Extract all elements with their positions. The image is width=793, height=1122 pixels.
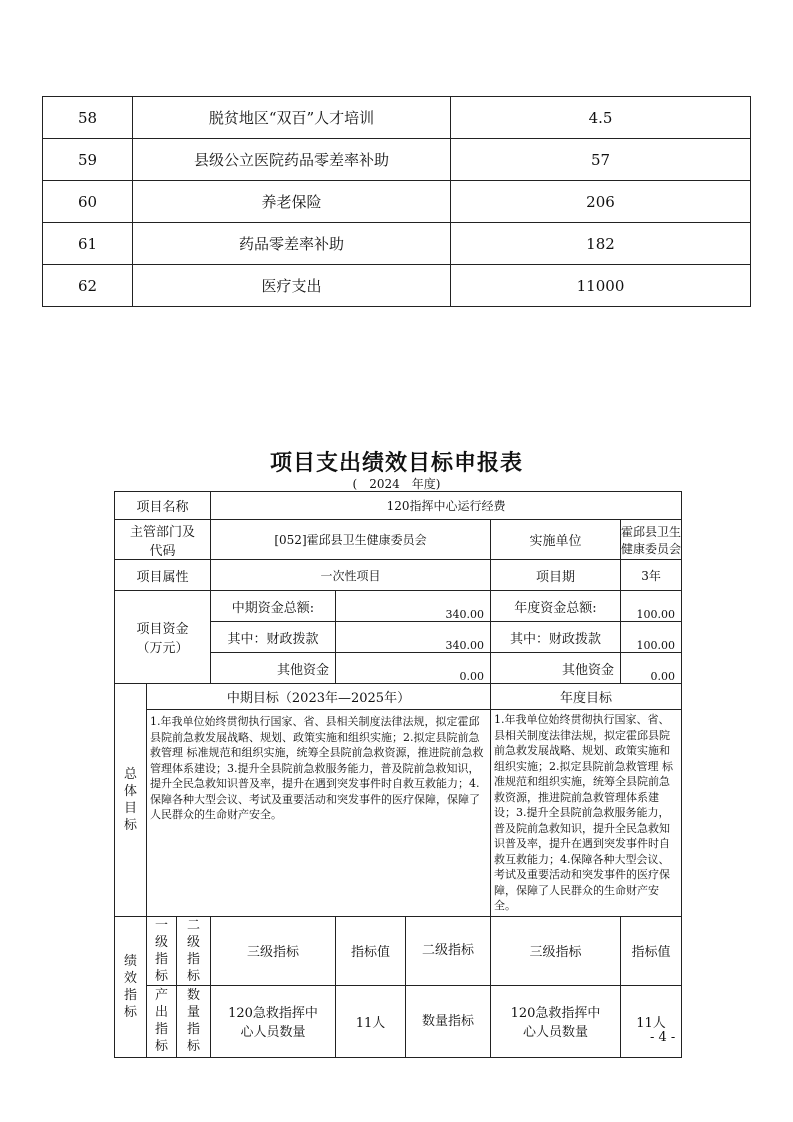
item-name: 药品零差率补助 bbox=[133, 223, 451, 265]
lvl1-header: 一级指标 bbox=[147, 916, 177, 985]
lvl1-value: 产出指标 bbox=[147, 985, 177, 1057]
overall-goal-label: 总体目标 bbox=[115, 684, 147, 917]
row-index: 59 bbox=[43, 139, 133, 181]
item-amount: 182 bbox=[451, 223, 751, 265]
lvl2-header: 二级指标 bbox=[177, 916, 211, 985]
lvl3-value-right: 120急救指挥中心人员数量 bbox=[491, 985, 621, 1057]
item-amount: 4.5 bbox=[451, 97, 751, 139]
item-amount: 206 bbox=[451, 181, 751, 223]
year-goal-text: 1.年我单位始终贯彻执行国家、省、县相关制度法律法规，拟定霍邱县院前急救发展战略、规划、政策实施和组织实施；2.拟定县院前急救管理 标准规范和组织实施，统筹全县院前急救资源，推进院前急救管理体系建设；3.提升全县院前急救服务能力，普及院前急救知识，提升全民急救知识普及率，提升在遇到突发事件时自救互救能力；4.保障各种大型会议、考试及重要活动和突发事件的医疗保障，保障了人民群众的生命财产安全。 bbox=[491, 710, 682, 917]
attr-value: 一次性项目 bbox=[211, 560, 491, 591]
item-name: 医疗支出 bbox=[133, 265, 451, 307]
project-name-label: 项目名称 bbox=[115, 492, 211, 520]
year-goal-header: 年度目标 bbox=[491, 684, 682, 710]
lvl2-value-right: 数量指标 bbox=[406, 985, 491, 1057]
table-row bbox=[115, 520, 682, 560]
project-name-value: 120指挥中心运行经费 bbox=[211, 492, 682, 520]
mid-total-label: 中期资金总额: bbox=[211, 591, 336, 622]
period-value: 3年 bbox=[621, 560, 682, 591]
mid-other-value: 0.00 bbox=[336, 653, 491, 684]
table-row bbox=[115, 591, 682, 622]
attr-label: 项目属性 bbox=[115, 560, 211, 591]
dept-label: 主管部门及代码 bbox=[115, 520, 211, 560]
funds-label: 项目资金（万元） bbox=[115, 591, 211, 684]
year-other-label: 其他资金 bbox=[491, 653, 621, 684]
indicator-value: 11人 bbox=[336, 985, 406, 1057]
item-name: 脱贫地区“双百”人才培训 bbox=[133, 97, 451, 139]
performance-target-form bbox=[114, 491, 682, 1058]
period-label: 项目期 bbox=[491, 560, 621, 591]
table-row bbox=[43, 139, 751, 181]
lvl2-header-right: 二级指标 bbox=[406, 916, 491, 985]
table-row bbox=[115, 684, 682, 710]
dept-value: [052]霍邱县卫生健康委员会 bbox=[211, 520, 491, 560]
table-row bbox=[43, 223, 751, 265]
table-row bbox=[43, 97, 751, 139]
mid-goal-text: 1.年我单位始终贯彻执行国家、省、县相关制度法律法规，拟定霍邱县院前急救发展战略、规划、政策实施和组织实施；2.拟定县院前急救管理 标准规范和组织实施，统筹全县院前急救资源，推进院前急救管理体系建设；3.提升全县院前急救服务能力，普及院前急救知识，提升全民急救知识普及率，提升在遇到突发事件时自救互救能力；4.保障各种大型会议、考试及重要活动和突发事件的医疗保障，保障了人民群众的生命财产安全。 bbox=[147, 710, 491, 917]
mid-fiscal-value: 340.00 bbox=[336, 622, 491, 653]
row-index: 62 bbox=[43, 265, 133, 307]
year-fiscal-label: 其中：财政拨款 bbox=[491, 622, 621, 653]
lvl3-header-right: 三级指标 bbox=[491, 916, 621, 985]
indicator-value-header: 指标值 bbox=[336, 916, 406, 985]
table-row bbox=[115, 492, 682, 520]
indicator-value-right: 11人 bbox=[621, 985, 682, 1057]
mid-total-value: 340.00 bbox=[336, 591, 491, 622]
table-row bbox=[43, 265, 751, 307]
impl-value: 霍邱县卫生健康委员会 bbox=[621, 520, 682, 560]
table-row bbox=[115, 985, 682, 1057]
item-name: 养老保险 bbox=[133, 181, 451, 223]
table-row bbox=[115, 710, 682, 917]
form-year: ( 2024 年度) bbox=[352, 477, 441, 491]
row-index: 60 bbox=[43, 181, 133, 223]
mid-goal-header: 中期目标（2023年—2025年） bbox=[147, 684, 491, 710]
table-row bbox=[115, 560, 682, 591]
perf-indicator-label: 绩效指标 bbox=[115, 916, 147, 1057]
expenditure-list-table bbox=[42, 96, 751, 307]
indicator-value-header-right: 指标值 bbox=[621, 916, 682, 985]
item-name: 县级公立医院药品零差率补助 bbox=[133, 139, 451, 181]
mid-fiscal-label: 其中：财政拨款 bbox=[211, 622, 336, 653]
year-fiscal-value: 100.00 bbox=[621, 622, 682, 653]
item-amount: 11000 bbox=[451, 265, 751, 307]
row-index: 61 bbox=[43, 223, 133, 265]
year-total-value: 100.00 bbox=[621, 591, 682, 622]
lvl3-value: 120急救指挥中心人员数量 bbox=[211, 985, 336, 1057]
form-title: 项目支出绩效目标申报表 bbox=[269, 451, 523, 476]
year-other-value: 0.00 bbox=[621, 653, 682, 684]
lvl3-header: 三级指标 bbox=[211, 916, 336, 985]
mid-other-label: 其他资金 bbox=[211, 653, 336, 684]
table-row bbox=[43, 181, 751, 223]
item-amount: 57 bbox=[451, 139, 751, 181]
lvl2-value: 数量指标 bbox=[177, 985, 211, 1057]
year-total-label: 年度资金总额: bbox=[491, 591, 621, 622]
impl-label: 实施单位 bbox=[491, 520, 621, 560]
row-index: 58 bbox=[43, 97, 133, 139]
page-number: - 4 - bbox=[650, 1030, 676, 1045]
table-row bbox=[115, 916, 682, 985]
